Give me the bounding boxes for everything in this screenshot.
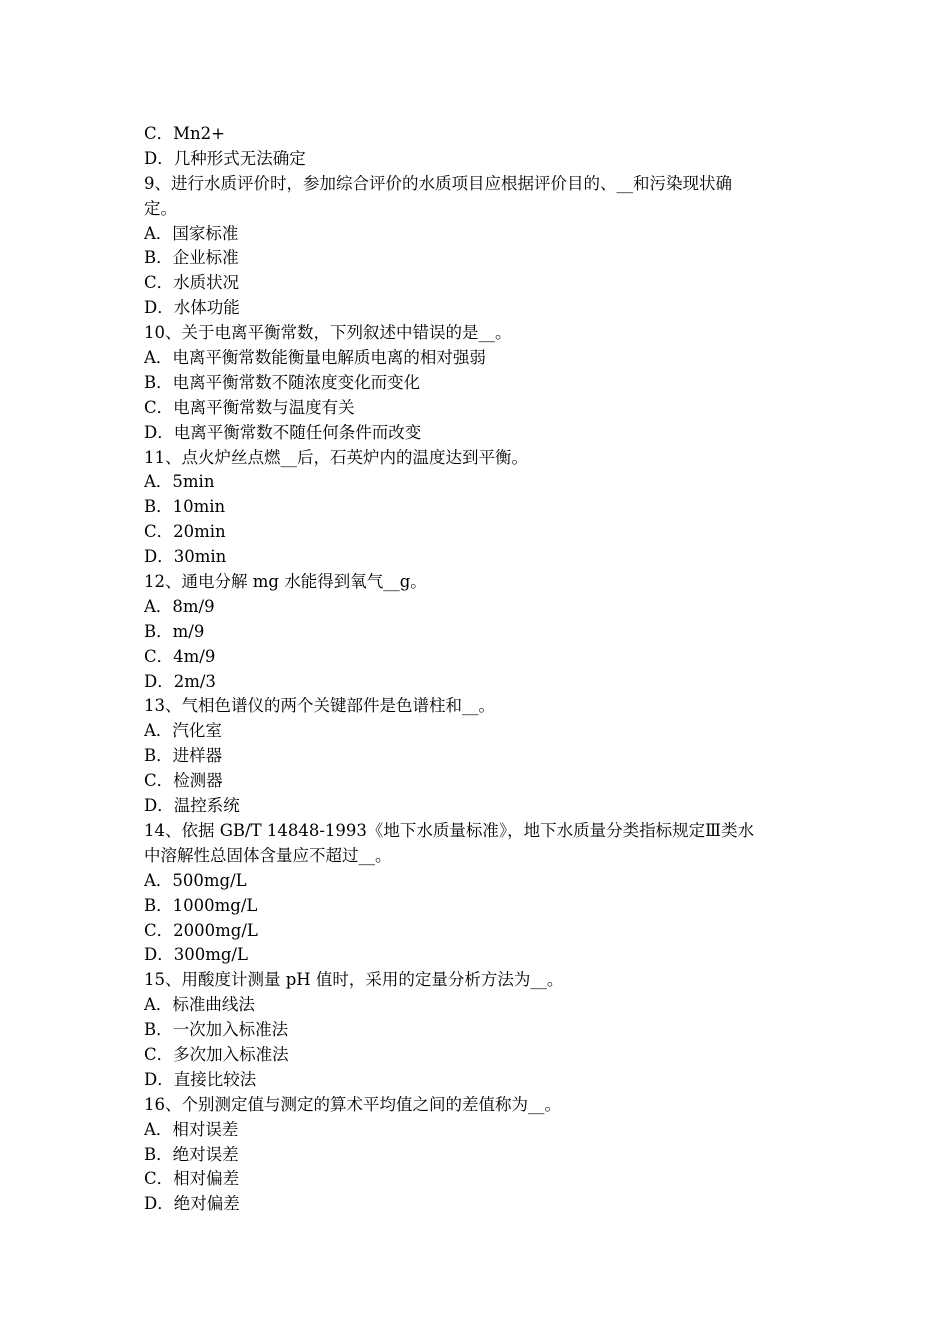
option-line: B．1000mg/L [144, 895, 258, 915]
option-line: A．500mg/L [144, 870, 247, 890]
option-line: B．进样器 [144, 746, 223, 766]
option-line: C．2000mg/L [144, 920, 258, 940]
option-line: D．温控系统 [144, 796, 240, 816]
option-line: A．汽化室 [144, 721, 222, 741]
option-line: D．2m/3 [144, 671, 216, 691]
option-line: C．20min [144, 522, 226, 542]
option-line: D．几种形式无法确定 [144, 148, 306, 168]
document-page [144, 122, 809, 1217]
question-line: 中溶解性总固体含量应不超过__。 [144, 845, 392, 865]
option-line: A．相对误差 [144, 1119, 239, 1139]
question-line: 11、点火炉丝点燃__后，石英炉内的温度达到平衡。 [144, 447, 528, 467]
option-line: D．30min [144, 547, 227, 567]
option-line: C．Mn2+ [144, 124, 225, 143]
option-line: B．电离平衡常数不随浓度变化而变化 [144, 372, 421, 392]
option-line: A．电离平衡常数能衡量电解质电离的相对强弱 [144, 348, 486, 368]
option-line: A．8m/9 [144, 596, 215, 616]
option-line: A．5min [144, 472, 215, 492]
option-line: B．企业标准 [144, 248, 239, 268]
option-line: C．相对偏差 [144, 1169, 240, 1189]
option-line: D．电离平衡常数不随任何条件而改变 [144, 422, 422, 442]
option-line: A．国家标准 [144, 223, 239, 243]
option-line: B．10min [144, 497, 226, 517]
option-line: D．300mg/L [144, 945, 248, 965]
option-line: C．检测器 [144, 771, 223, 791]
question-line: 15、用酸度计测量 pH 值时，采用的定量分析方法为__。 [144, 970, 564, 990]
question-line: 9、进行水质评价时，参加综合评价的水质项目应根据评价目的、__和污染现状确 [144, 173, 732, 193]
option-line: C．4m/9 [144, 646, 216, 666]
option-line: D．直接比较法 [144, 1069, 257, 1089]
question-line: 16、个别测定值与测定的算术平均值之间的差值称为__。 [144, 1094, 561, 1114]
option-line: C．电离平衡常数与温度有关 [144, 397, 355, 417]
option-line: B．m/9 [144, 621, 205, 641]
question-line: 定。 [144, 198, 177, 218]
question-line: 12、通电分解 mg 水能得到氧气__g。 [144, 572, 427, 592]
option-line: D．绝对偏差 [144, 1194, 240, 1214]
option-line: B．一次加入标准法 [144, 1020, 289, 1040]
option-line: A．标准曲线法 [144, 995, 255, 1015]
option-line: C．多次加入标准法 [144, 1044, 289, 1064]
question-line: 14、依据 GB/T 14848-1993《地下水质量标准》，地下水质量分类指标规定Ⅲ类水 [144, 820, 755, 840]
option-line: D．水体功能 [144, 298, 240, 318]
option-line: B．绝对误差 [144, 1144, 239, 1164]
question-line: 13、气相色谱仪的两个关键部件是色谱柱和__。 [144, 696, 495, 716]
question-line: 10、关于电离平衡常数，下列叙述中错误的是__。 [144, 323, 512, 343]
option-line: C．水质状况 [144, 273, 240, 293]
